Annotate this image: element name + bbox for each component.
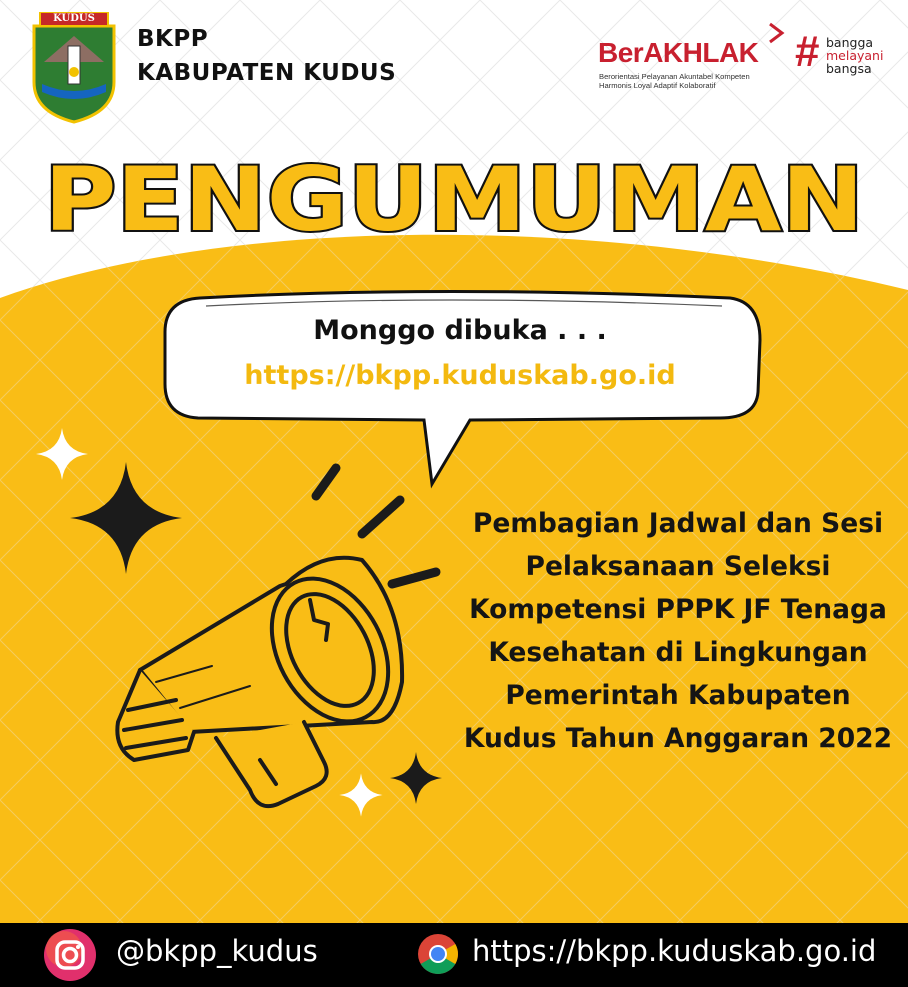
bmb-line3: bangsa bbox=[826, 61, 872, 76]
berakhlak-subtitle-1: Berorientasi Pelayanan Akuntabel Kompeten bbox=[599, 72, 750, 81]
title-banner bbox=[0, 140, 908, 260]
berakhlak-title: BerAKHLAK bbox=[598, 37, 759, 68]
bmb-line1: bangga bbox=[826, 35, 874, 50]
org-name-line2: KABUPATEN KUDUS bbox=[137, 60, 397, 86]
emblem-label: KUDUS bbox=[53, 13, 95, 24]
megaphone-icon bbox=[100, 460, 460, 860]
instagram-handle[interactable]: @bkpp_kudus bbox=[116, 934, 318, 968]
bubble-text: Monggo dibuka . . . bbox=[313, 315, 607, 346]
chevron-icon bbox=[767, 22, 787, 44]
website-link[interactable]: https://bkpp.kuduskab.go.id bbox=[472, 934, 877, 968]
instagram-icon[interactable] bbox=[40, 925, 100, 985]
page-title: PENGUMUMAN bbox=[44, 148, 864, 251]
announcement-body: Pembagian Jadwal dan Sesi Pelaksanaan Seleksi Kompetensi PPPK JF Tenaga Kesehatan di Lingkungan Pemerintah Kabupaten Kudus Tahun Anggaran 2022 bbox=[463, 508, 893, 754]
hashtag-icon: # bbox=[795, 27, 820, 76]
berakhlak-subtitle-2: Harmonis Loyal Adaptif Kolaboratif bbox=[599, 81, 716, 90]
bmb-line2: melayani bbox=[826, 48, 884, 63]
bubble-url-link[interactable]: https://bkpp.kuduskab.go.id bbox=[244, 360, 676, 391]
chrome-icon[interactable] bbox=[416, 932, 460, 976]
emblem-icon bbox=[30, 12, 118, 124]
org-name-line1: BKPP bbox=[137, 26, 209, 52]
